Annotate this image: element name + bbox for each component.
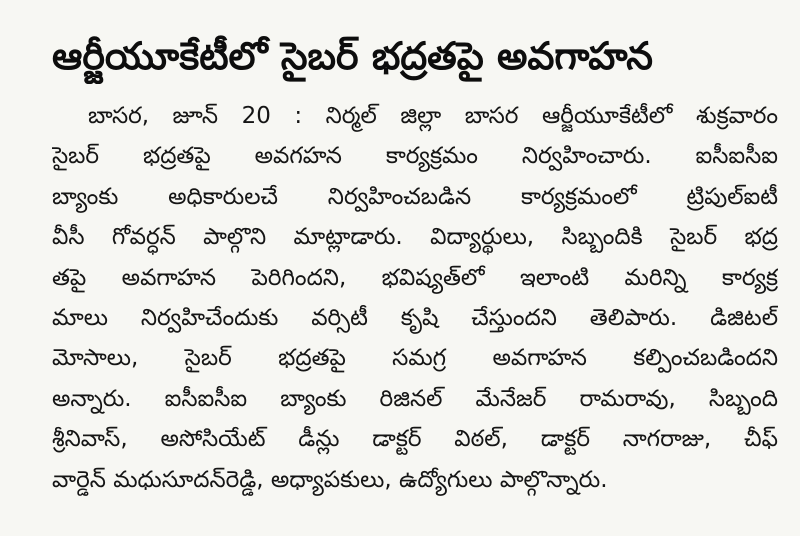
article-line: శ్రీనివాస్, అసోసియేట్ డీన్లు డాక్టర్ విఠల్, డాక్టర్ నాగరాజు, చీఫ్ bbox=[52, 426, 778, 453]
article-line: అన్నారు. ఐసీఐసీఐ బ్యాంకు రిజినల్ మేనేజర్ రామరావు, సిబ్బంది bbox=[52, 385, 778, 412]
cropped-next-text bbox=[0, 522, 800, 536]
article-body bbox=[52, 96, 778, 500]
article-line: సైబర్ భద్రతపై అవగహన కార్యక్రమం నిర్వహించారు. ఐసీఐసీఐ bbox=[52, 143, 778, 170]
article-line: తపై అవగాహన పెరిగిందని, భవిష్యత్‌లో ఇలాంటి మరిన్ని కార్యక్ర bbox=[52, 264, 778, 291]
article-line: వార్డెన్ మధుసూదన్‌రెడ్డి, అధ్యాపకులు, ఉద్యోగులు పాల్గొన్నారు. bbox=[52, 466, 608, 493]
article-headline: ఆర్జీయూకేటీలో సైబర్ భద్రతపై అవగాహన bbox=[52, 34, 653, 78]
article-line: మోసాలు, సైబర్ భద్రతపై సమగ్ర అవగాహన కల్పించబడిందని bbox=[52, 345, 778, 372]
article-line: బాసర, జూన్ 20 : నిర్మల్ జిల్లా బాసర ఆర్జీయూకేటీలో శుక్రవారం bbox=[88, 103, 778, 129]
article-line: మాలు నిర్వహిచేందుకు వర్సిటీ కృషి చేస్తుందని తెలిపారు. డిజిటల్ bbox=[52, 304, 778, 331]
article-line: వీసీ గోవర్ధన్ పాల్గొని మాట్లాడారు. విద్యార్థులు, సిబ్బందికి సైబర్ భద్ర bbox=[52, 224, 778, 251]
article-line: బ్యాంకు అధికారులచే నిర్వహించబడిన కార్యక్రమంలో ట్రిపుల్ఐటీ bbox=[52, 183, 778, 210]
